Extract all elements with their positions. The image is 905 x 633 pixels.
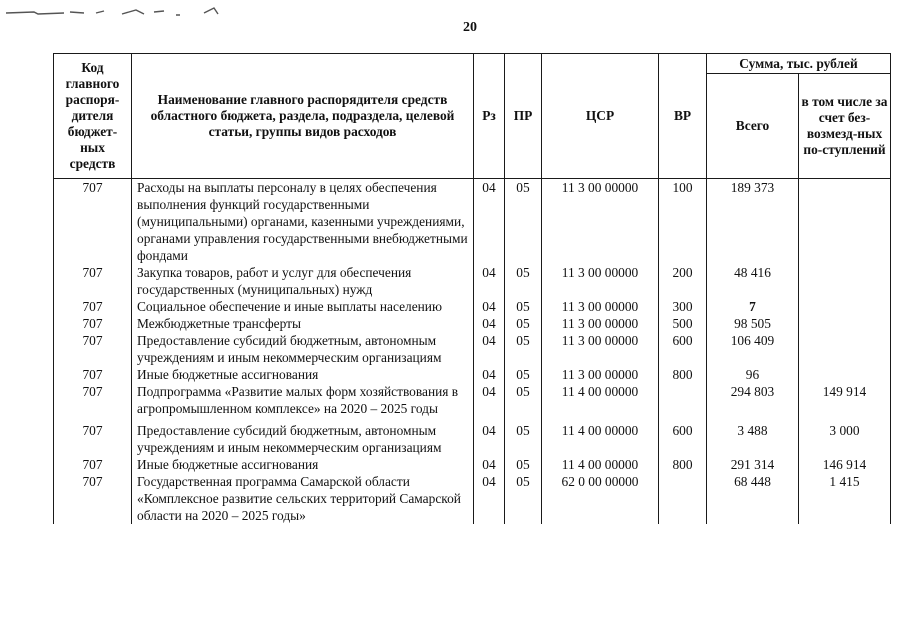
row-name: Межбюджетные трансферты (132, 315, 474, 332)
row-pr: 05 (505, 332, 542, 366)
row-code: 707 (54, 332, 132, 366)
table-row (54, 315, 891, 332)
row-total: 189 373 (707, 179, 799, 265)
row-csr: 11 3 00 00000 (542, 179, 659, 265)
row-gratuitous: 1 415 (799, 473, 891, 524)
header-name: Наименование главного распорядителя средств областного бюджета, раздела, подраздела, целевой статьи, группы видов расходов (132, 54, 474, 179)
row-pr: 05 (505, 473, 542, 524)
row-vr: 200 (659, 264, 707, 298)
header-sum-group: Сумма, тыс. рублей (707, 54, 891, 74)
row-name: Предоставление субсидий бюджетным, автономным учреждениям и иным некоммерческим организациям (132, 417, 474, 456)
row-code: 707 (54, 456, 132, 473)
row-vr: 600 (659, 417, 707, 456)
row-code: 707 (54, 417, 132, 456)
row-vr: 600 (659, 332, 707, 366)
row-csr: 11 3 00 00000 (542, 315, 659, 332)
row-rz: 04 (474, 366, 505, 383)
row-code: 707 (54, 473, 132, 524)
row-rz: 04 (474, 315, 505, 332)
row-gratuitous (799, 179, 891, 265)
row-csr: 11 4 00 00000 (542, 456, 659, 473)
row-pr: 05 (505, 298, 542, 315)
row-rz: 04 (474, 456, 505, 473)
row-total: 7 (707, 298, 799, 315)
page-number: 20 (463, 20, 477, 35)
row-name: Подпрограмма «Развитие малых форм хозяйствования в агропромышленном комплексе» на 2020 – 2025 годы (132, 383, 474, 417)
row-csr: 11 3 00 00000 (542, 366, 659, 383)
row-pr: 05 (505, 366, 542, 383)
row-csr: 11 4 00 00000 (542, 383, 659, 417)
row-total: 106 409 (707, 332, 799, 366)
row-rz: 04 (474, 332, 505, 366)
row-gratuitous (799, 298, 891, 315)
row-name: Социальное обеспечение и иные выплаты населению (132, 298, 474, 315)
row-total: 98 505 (707, 315, 799, 332)
row-gratuitous: 3 000 (799, 417, 891, 456)
row-vr: 800 (659, 456, 707, 473)
header-pr: ПР (505, 54, 542, 179)
table-row (54, 179, 891, 265)
row-code: 707 (54, 383, 132, 417)
row-vr (659, 473, 707, 524)
row-gratuitous: 149 914 (799, 383, 891, 417)
table-row (54, 417, 891, 456)
row-total: 96 (707, 366, 799, 383)
row-rz: 04 (474, 179, 505, 265)
row-vr (659, 383, 707, 417)
row-rz: 04 (474, 298, 505, 315)
row-total: 3 488 (707, 417, 799, 456)
row-total: 294 803 (707, 383, 799, 417)
row-gratuitous (799, 315, 891, 332)
table-row (54, 456, 891, 473)
row-pr: 05 (505, 417, 542, 456)
row-name: Закупка товаров, работ и услуг для обеспечения государственных (муниципальных) нужд (132, 264, 474, 298)
row-gratuitous (799, 366, 891, 383)
table-row (54, 473, 891, 524)
row-vr: 500 (659, 315, 707, 332)
budget-table (53, 53, 891, 524)
row-pr: 05 (505, 264, 542, 298)
row-pr: 05 (505, 456, 542, 473)
row-rz: 04 (474, 383, 505, 417)
row-vr: 300 (659, 298, 707, 315)
row-csr: 11 3 00 00000 (542, 298, 659, 315)
header-csr: ЦСР (542, 54, 659, 179)
row-pr: 05 (505, 315, 542, 332)
row-name: Государственная программа Самарской области «Комплексное развитие сельских территорий Самарской области на 2020 – 2025 годы» (132, 473, 474, 524)
row-total: 291 314 (707, 456, 799, 473)
row-code: 707 (54, 298, 132, 315)
row-code: 707 (54, 264, 132, 298)
row-csr: 11 3 00 00000 (542, 264, 659, 298)
row-gratuitous: 146 914 (799, 456, 891, 473)
row-csr: 11 4 00 00000 (542, 417, 659, 456)
header-code: Код главного распоря-дителя бюджет-ных средств (54, 54, 132, 179)
row-name: Предоставление субсидий бюджетным, автономным учреждениям и иным некоммерческим организациям (132, 332, 474, 366)
row-rz: 04 (474, 417, 505, 456)
row-code: 707 (54, 366, 132, 383)
table-row (54, 298, 891, 315)
row-total: 48 416 (707, 264, 799, 298)
header-vr: ВР (659, 54, 707, 179)
row-rz: 04 (474, 473, 505, 524)
row-vr: 800 (659, 366, 707, 383)
header-gratuitous: в том числе за счет без-возмезд-ных по-ступлений (799, 74, 891, 179)
row-gratuitous (799, 264, 891, 298)
header-rz: Рз (474, 54, 505, 179)
row-rz: 04 (474, 264, 505, 298)
row-code: 707 (54, 315, 132, 332)
row-vr: 100 (659, 179, 707, 265)
scan-artifact (4, 4, 224, 18)
row-csr: 11 3 00 00000 (542, 332, 659, 366)
row-code: 707 (54, 179, 132, 265)
header-total: Всего (707, 74, 799, 179)
table-row (54, 366, 891, 383)
table-row (54, 332, 891, 366)
row-name: Иные бюджетные ассигнования (132, 366, 474, 383)
row-pr: 05 (505, 179, 542, 265)
table-row (54, 383, 891, 417)
row-name: Иные бюджетные ассигнования (132, 456, 474, 473)
row-pr: 05 (505, 383, 542, 417)
row-name: Расходы на выплаты персоналу в целях обеспечения выполнения функций государственными (муниципальными) органами, казенными учреждениями, органами управления государственными внебюджетными фондами (132, 179, 474, 265)
row-gratuitous (799, 332, 891, 366)
row-total: 68 448 (707, 473, 799, 524)
table-row (54, 264, 891, 298)
row-csr: 62 0 00 00000 (542, 473, 659, 524)
